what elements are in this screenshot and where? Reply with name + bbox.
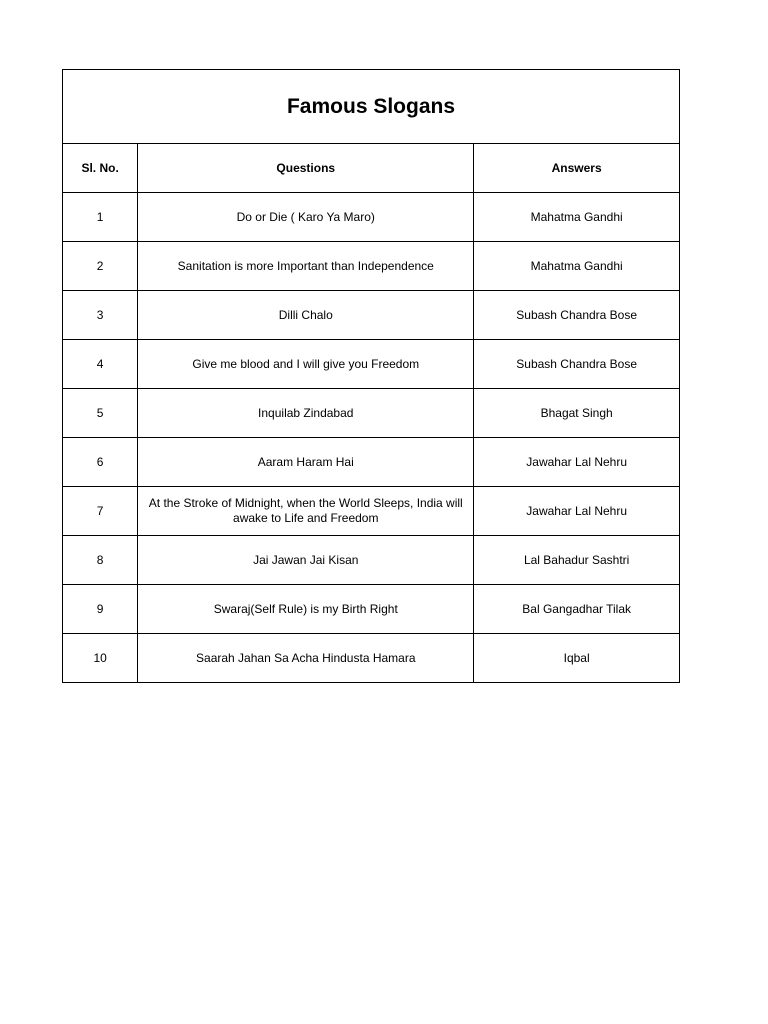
table-row [63, 585, 680, 634]
cell-answer: Iqbal [474, 634, 680, 683]
table-row [63, 291, 680, 340]
cell-answer: Bal Gangadhar Tilak [474, 585, 680, 634]
cell-question: Give me blood and I will give you Freedom [138, 340, 474, 389]
cell-question: Dilli Chalo [138, 291, 474, 340]
table-body [63, 193, 680, 683]
cell-question: Aaram Haram Hai [138, 438, 474, 487]
cell-question: Swaraj(Self Rule) is my Birth Right [138, 585, 474, 634]
cell-sl-no: 2 [63, 242, 138, 291]
cell-answer: Jawahar Lal Nehru [474, 487, 680, 536]
cell-sl-no: 10 [63, 634, 138, 683]
cell-answer: Subash Chandra Bose [474, 340, 680, 389]
cell-question: Inquilab Zindabad [138, 389, 474, 438]
header-answers: Answers [474, 144, 680, 193]
table-title: Famous Slogans [63, 70, 680, 144]
header-questions: Questions [138, 144, 474, 193]
cell-answer: Jawahar Lal Nehru [474, 438, 680, 487]
cell-sl-no: 5 [63, 389, 138, 438]
slogans-table [62, 69, 680, 683]
cell-sl-no: 6 [63, 438, 138, 487]
cell-question: At the Stroke of Midnight, when the World Sleeps, India will awake to Life and Freedom [138, 487, 474, 536]
table-row [63, 438, 680, 487]
cell-answer: Mahatma Gandhi [474, 193, 680, 242]
header-row [63, 144, 680, 193]
cell-sl-no: 3 [63, 291, 138, 340]
title-row [63, 70, 680, 144]
cell-answer: Bhagat Singh [474, 389, 680, 438]
cell-question: Saarah Jahan Sa Acha Hindusta Hamara [138, 634, 474, 683]
cell-question: Jai Jawan Jai Kisan [138, 536, 474, 585]
cell-answer: Lal Bahadur Sashtri [474, 536, 680, 585]
cell-sl-no: 9 [63, 585, 138, 634]
cell-answer: Mahatma Gandhi [474, 242, 680, 291]
cell-answer: Subash Chandra Bose [474, 291, 680, 340]
table-row [63, 487, 680, 536]
cell-sl-no: 4 [63, 340, 138, 389]
table-row [63, 340, 680, 389]
table-row [63, 193, 680, 242]
table-row [63, 389, 680, 438]
table-row [63, 536, 680, 585]
table-row [63, 634, 680, 683]
cell-question: Sanitation is more Important than Independence [138, 242, 474, 291]
cell-sl-no: 1 [63, 193, 138, 242]
cell-sl-no: 8 [63, 536, 138, 585]
table-row [63, 242, 680, 291]
cell-sl-no: 7 [63, 487, 138, 536]
header-sl-no: Sl. No. [63, 144, 138, 193]
cell-question: Do or Die ( Karo Ya Maro) [138, 193, 474, 242]
